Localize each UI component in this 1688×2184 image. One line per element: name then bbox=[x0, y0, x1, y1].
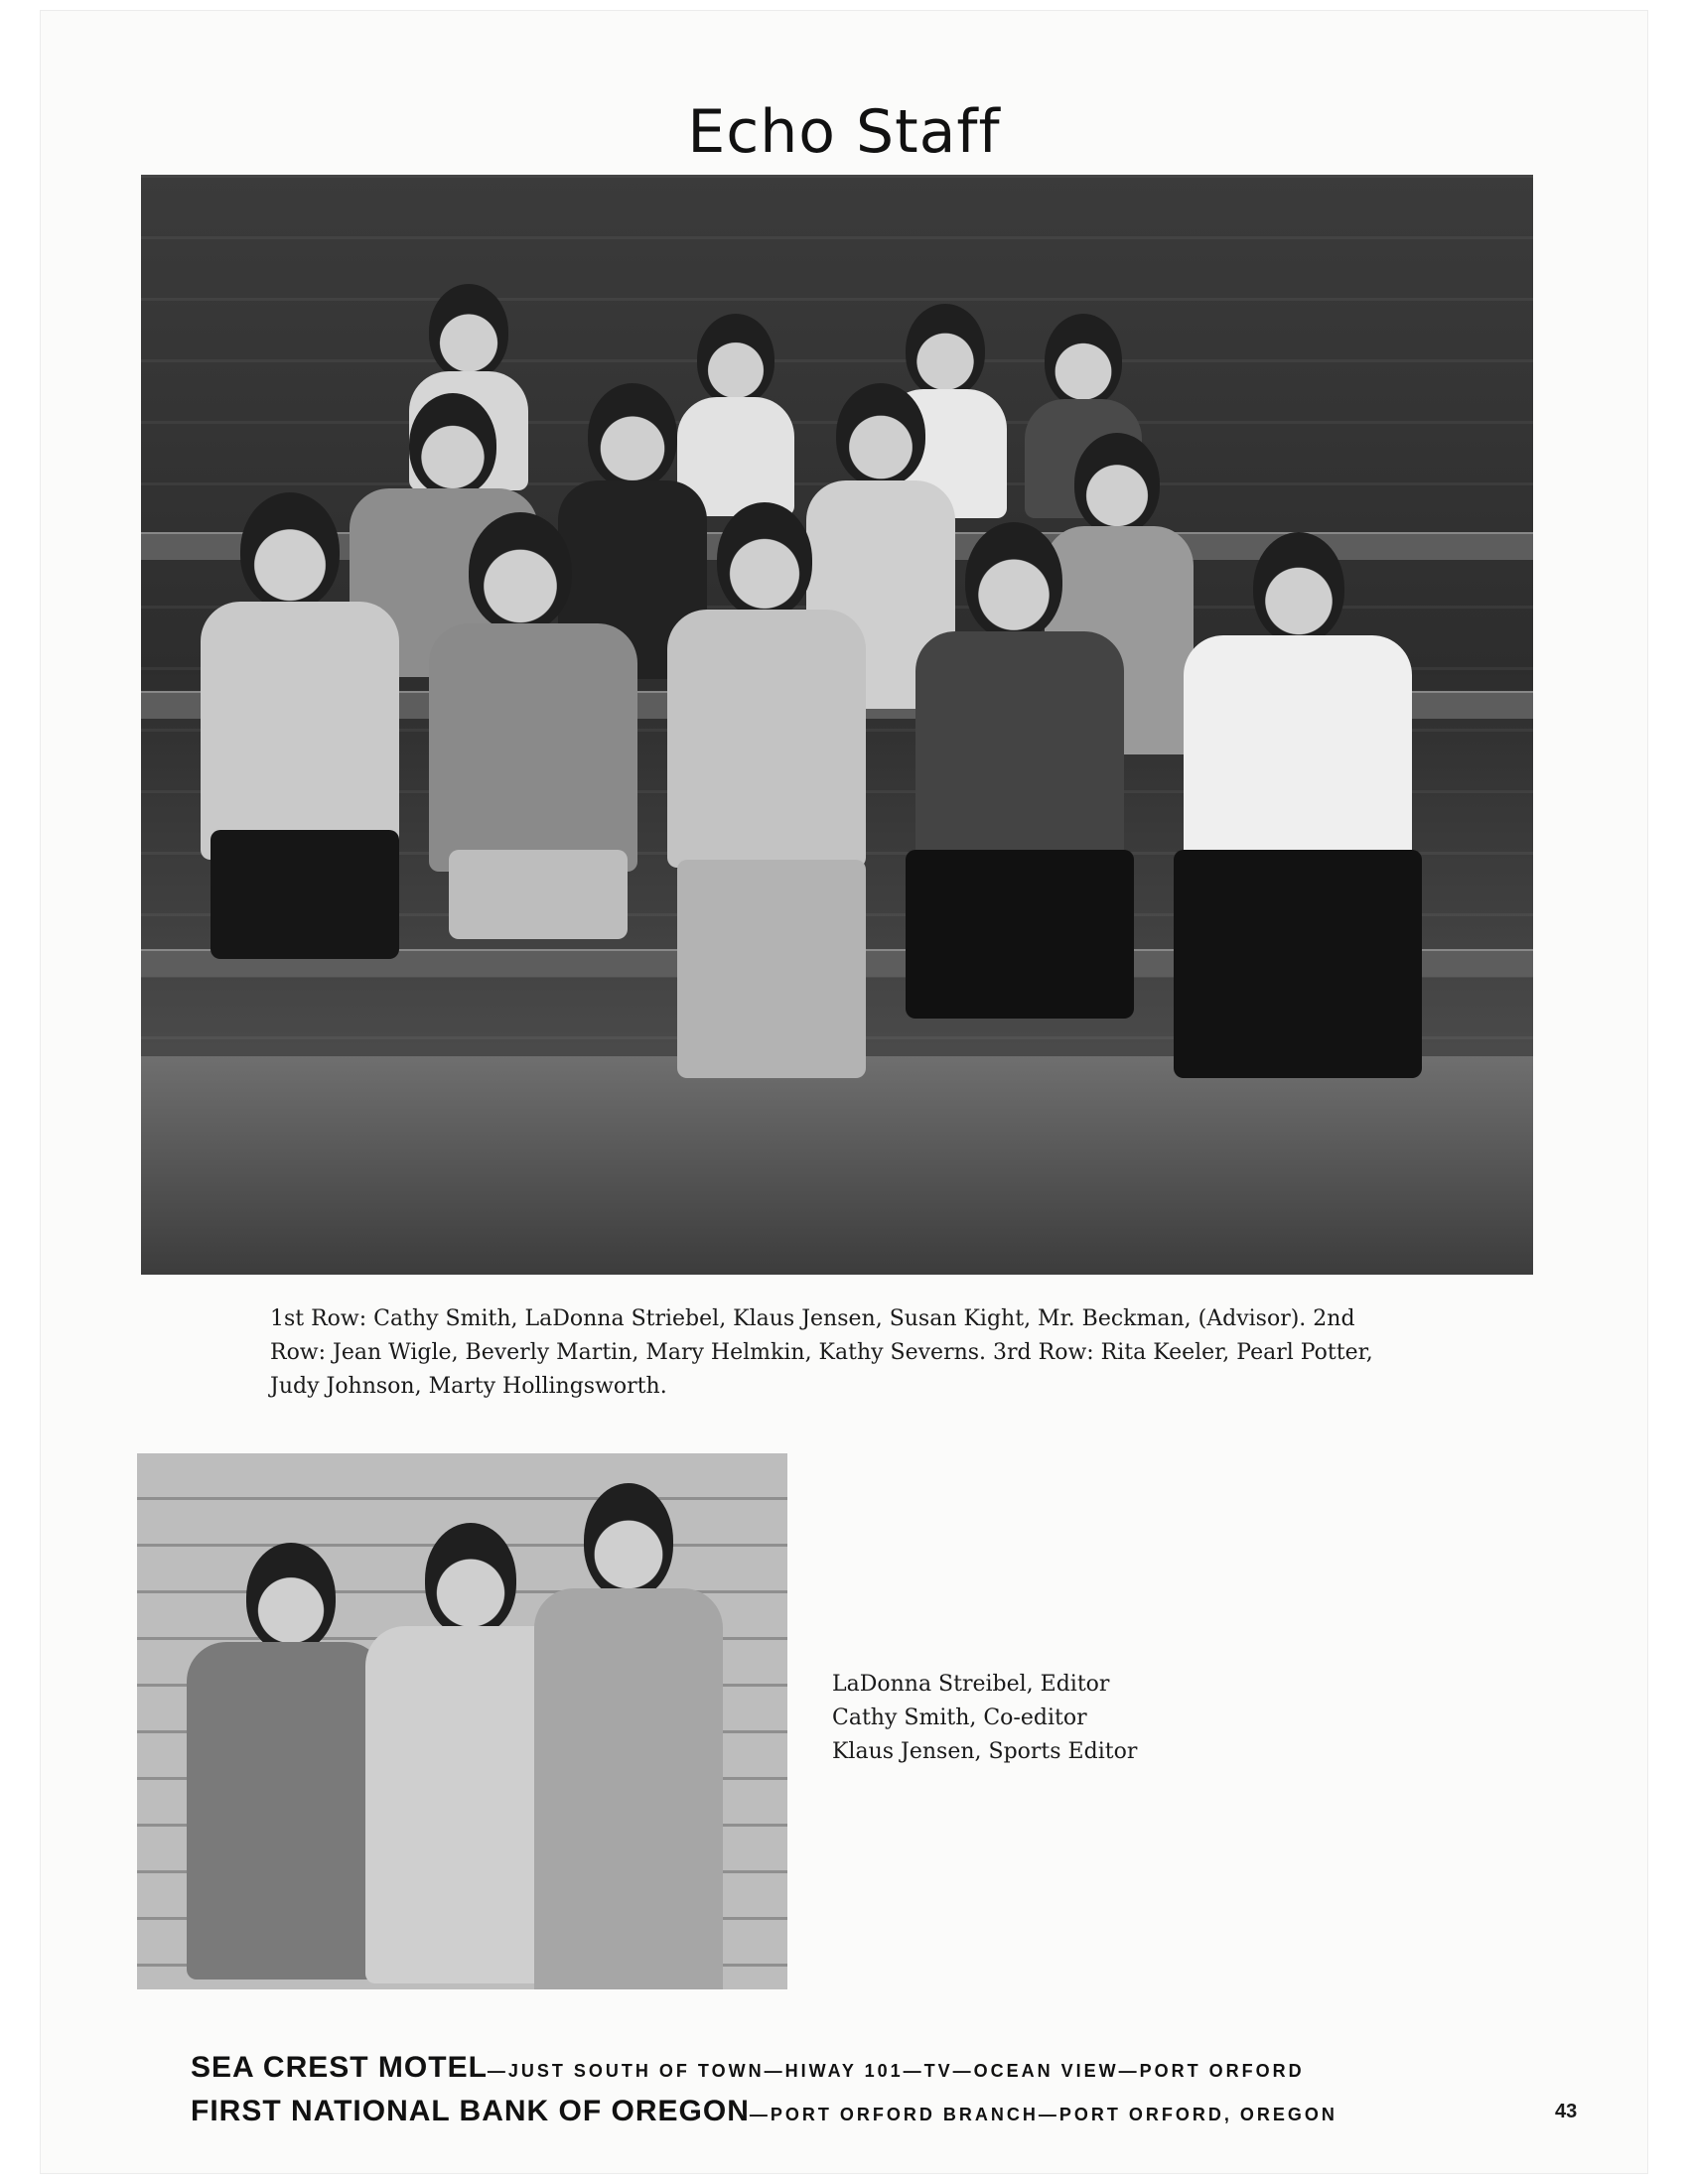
ad-detail: —PORT ORFORD BRANCH—PORT ORFORD, OREGON bbox=[749, 2105, 1337, 2124]
group-photo bbox=[141, 175, 1533, 1275]
gym-floor bbox=[141, 1056, 1533, 1275]
sports-editor-line: Klaus Jensen, Sports Editor bbox=[832, 1739, 1138, 1764]
ad-first-national-bank bbox=[191, 2095, 1337, 2128]
group-photo-caption: 1st Row: Cathy Smith, LaDonna Striebel, Klaus Jensen, Susan Kight, Mr. Beckman, (Advisor). 2nd Row: Jean Wigle, Beverly Martin, Mary Helmkin, Kathy Severns. 3rd Row: Rita Keeler, Pearl Potter, Judy Johnson, Marty Hollingsworth. bbox=[270, 1306, 1373, 1399]
editors-list bbox=[832, 1668, 1137, 1769]
ad-name: SEA CREST MOTEL bbox=[191, 2051, 488, 2084]
editor-line: LaDonna Streibel, Editor bbox=[832, 1672, 1110, 1697]
ad-sea-crest-motel bbox=[191, 2051, 1305, 2085]
co-editor-line: Cathy Smith, Co-editor bbox=[832, 1706, 1087, 1730]
editors-photo bbox=[137, 1453, 787, 1989]
ad-detail: —JUST SOUTH OF TOWN—HIWAY 101—TV—OCEAN VIEW—PORT ORFORD bbox=[487, 2061, 1305, 2081]
page-title: Echo Staff bbox=[687, 97, 1001, 168]
page-number: 43 bbox=[1555, 2101, 1578, 2122]
ad-name: FIRST NATIONAL BANK OF OREGON bbox=[191, 2095, 750, 2127]
